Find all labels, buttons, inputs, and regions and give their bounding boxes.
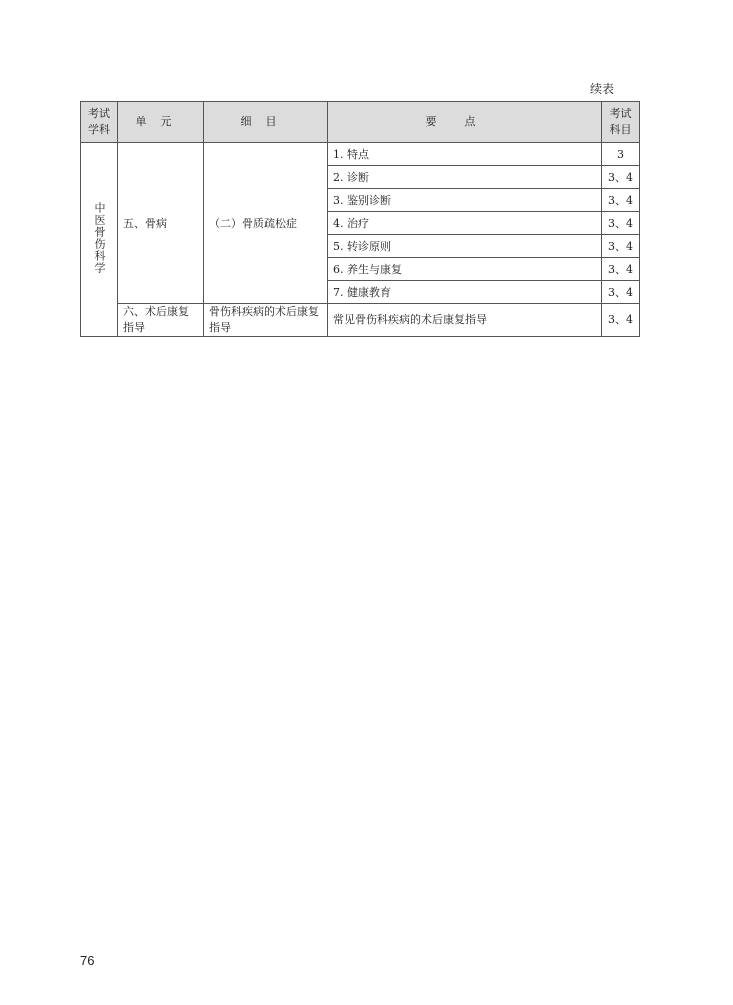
header-exam-subject: 考试科目 [602,102,640,143]
syllabus-table [80,101,640,337]
header-item: 细目 [204,102,328,143]
exam-cell: 3 [602,143,640,166]
subject-label: 中医骨伤科学 [93,202,106,274]
point-cell: 2. 诊断 [328,166,602,189]
continued-label: 续表 [590,82,615,96]
header-row [81,102,640,143]
page-number: 76 [80,953,95,968]
point-cell: 3. 鉴别诊断 [328,189,602,212]
point-cell: 7. 健康教育 [328,281,602,304]
exam-cell: 3、4 [602,281,640,304]
item-cell: （二）骨质疏松症 [204,143,328,304]
header-points: 要点 [328,102,602,143]
point-cell: 6. 养生与康复 [328,258,602,281]
item-cell: 骨伤科疾病的术后康复指导 [204,304,328,337]
header-subject: 考试学科 [81,102,118,143]
exam-cell: 3、4 [602,189,640,212]
exam-cell: 3、4 [602,235,640,258]
subject-cell [81,143,118,337]
point-cell: 1. 特点 [328,143,602,166]
table-row [81,304,640,337]
point-cell: 常见骨伤科疾病的术后康复指导 [328,304,602,337]
header-unit: 单元 [118,102,204,143]
exam-cell: 3、4 [602,304,640,337]
exam-cell: 3、4 [602,166,640,189]
exam-cell: 3、4 [602,258,640,281]
point-cell: 5. 转诊原则 [328,235,602,258]
exam-cell: 3、4 [602,212,640,235]
unit-cell: 五、骨病 [118,143,204,304]
unit-cell: 六、术后康复指导 [118,304,204,337]
point-cell: 4. 治疗 [328,212,602,235]
table-row [81,143,640,166]
